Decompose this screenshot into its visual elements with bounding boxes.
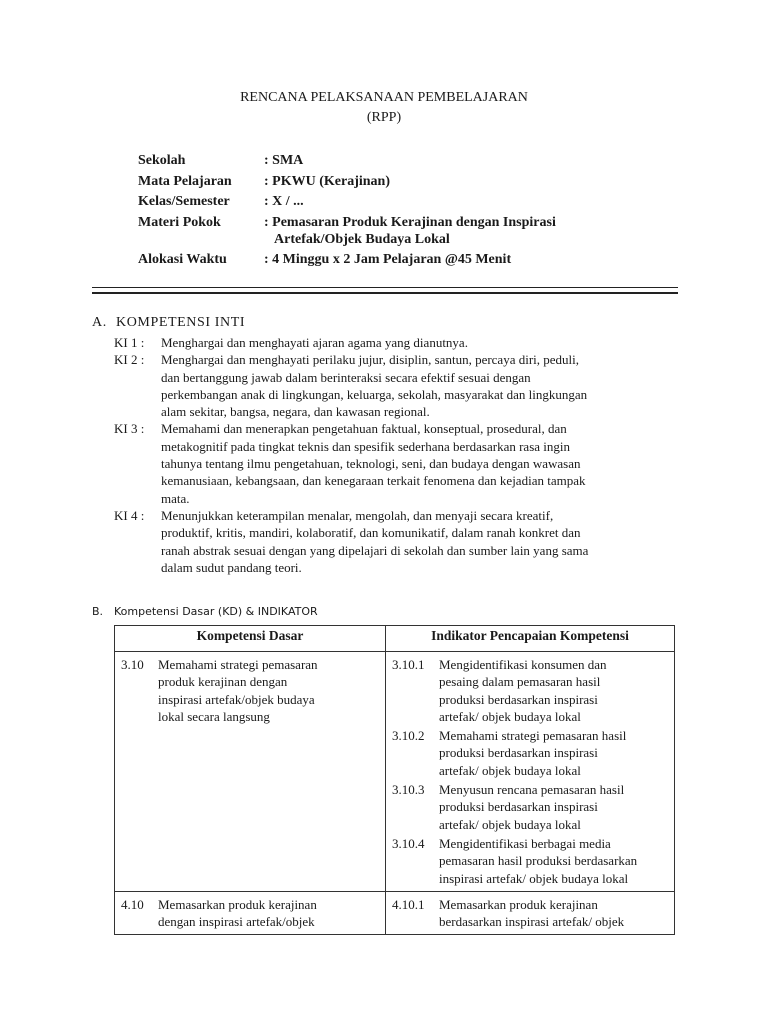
ki-text [161,507,676,576]
document-subtitle: (RPP) [366,110,402,125]
section-title: Kompetensi Dasar (KD) & INDIKATOR [114,605,318,618]
kompetensi-inti-list [114,334,676,576]
ki-item [114,507,676,576]
ki-line: perkembangan anak di lingkungan, keluarga, sekolah, masyarakat dan lingkungan [161,386,588,402]
kd-line: Memahami strategi pemasaran [158,657,318,672]
info-row-alokasi-waktu [138,251,658,268]
indicator-text [439,727,626,779]
indicator-line: pesaing dalam pemasaran hasil [439,674,601,690]
indicator-line: Memasarkan produk kerajinan [439,896,598,912]
info-label: Alokasi Waktu [138,252,227,267]
indicator-line: inspirasi artefak/ objek budaya lokal [439,870,629,886]
kd-line: produk kerajinan dengan [158,674,288,690]
indicator-item [392,727,668,779]
info-value: : PKWU (Kerajinan) [264,173,390,189]
indicator-text [439,835,637,887]
indicator-number: 4.10.1 [392,896,425,912]
info-row-mata-pelajaran [138,173,658,190]
indicator-number: 3.10.4 [392,835,425,851]
indicator-line: produksi berdasarkan inspirasi [439,799,598,815]
indicator-number: 3.10.2 [392,728,425,744]
ki-text [161,420,676,506]
indicator-text [439,896,624,931]
kd-indicator-table [114,625,675,935]
kd-text [158,656,318,725]
info-value: : SMA [264,153,304,168]
indicator-line: Memahami strategi pemasaran hasil [439,728,627,744]
document-title: RENCANA PELAKSANAAN PEMBELAJARAN [240,90,528,105]
ki-line: mata. [161,490,190,506]
section-a-heading [92,315,245,331]
indicator-line: artefak/ objek budaya lokal [439,816,581,832]
indicator-line: berdasarkan inspirasi artefak/ objek [439,914,625,930]
info-label: Sekolah [138,153,186,168]
info-label: Materi Pokok [138,214,221,230]
info-value-line: : Pemasaran Produk Kerajinan dengan Inspirasi [264,214,556,230]
identity-block [138,152,658,272]
info-row-kelas-semester [138,193,658,210]
section-title: KOMPETENSI INTI [116,315,246,330]
kd-line: lokal secara langsung [158,708,270,724]
ki-label: KI 4 : [114,507,145,523]
info-value-line: Artefak/Objek Budaya Lokal [274,231,450,247]
ki-label: KI 2 : [114,352,145,368]
ki-text [161,334,676,351]
divider-thick [92,292,678,294]
column-header: Indikator Pencapaian Kompetensi [386,626,675,652]
indicator-text [439,656,607,725]
indicator-line: artefak/ objek budaya lokal [439,708,581,724]
ki-line: Menunjukkan keterampilan menalar, mengolah, dan menyaji secara kreatif, [161,507,554,523]
ki-line: metakognitif pada tingkat teknis dan spesifik sederhana berdasarkan rasa ingin [161,438,571,454]
indicator-line: pemasaran hasil produksi berdasarkan [439,853,638,869]
indicator-cell [386,891,675,935]
indicator-item [392,656,668,725]
section-b-heading [92,605,318,618]
info-value: : 4 Minggu x 2 Jam Pelajaran @45 Menit [264,252,512,267]
indicator-text [439,781,624,833]
ki-line: Menghargai dan menghayati perilaku jujur, disiplin, santun, percaya diri, peduli, [161,352,580,368]
info-row-materi-pokok [138,214,658,248]
kd-text [158,896,317,931]
indicator-item [392,896,668,931]
ki-line: dan bertanggung jawab dalam berinteraksi secara efektif sesuai dengan [161,369,531,385]
indicator-item [392,835,668,887]
table-row [115,891,675,935]
ki-item [114,420,676,506]
section-letter: A. [92,315,107,330]
kd-cell [115,652,386,892]
indicator-number: 3.10.1 [392,657,425,672]
indicator-line: Menyusun rencana pemasaran hasil [439,782,625,798]
ki-line: ranah abstrak sesuai dengan yang dipelajari di sekolah dan sumber lain yang sama [161,542,589,558]
ki-line: produktif, kritis, mandiri, kolaboratif, dan komunikatif, dalam ranah konkret dan [161,525,581,541]
indicator-cell [386,652,675,892]
info-label: Mata Pelajaran [138,173,232,189]
ki-line: Memahami dan menerapkan pengetahuan faktual, konseptual, prosedural, dan [161,421,567,437]
kd-entry [121,896,379,931]
indicator-item [392,781,668,833]
kd-number: 4.10 [121,896,144,912]
ki-item [114,351,676,420]
indicator-line: Mengidentifikasi konsumen dan [439,657,607,672]
ki-label: KI 3 : [114,421,145,437]
divider-thin [92,287,678,288]
ki-label: KI 1 : [114,335,145,350]
section-letter: B. [92,605,104,618]
indicator-line: produksi berdasarkan inspirasi [439,745,598,761]
table-row [115,652,675,892]
ki-text [161,351,676,420]
kd-line: inspirasi artefak/objek budaya [158,691,315,707]
indicator-number: 3.10.3 [392,782,425,798]
ki-line: dalam sudut pandang teori. [161,559,302,575]
info-value: : X / ... [264,194,304,209]
ki-line: kemanusiaan, kebangsaan, dan kenegaraan terkait fenomena dan kejadian tampak [161,473,586,489]
ki-line: alam sekitar, bangsa, negara, dan kawasan regional. [161,404,430,420]
indicator-line: produksi berdasarkan inspirasi [439,691,598,707]
indicator-line: Mengidentifikasi berbagai media [439,835,611,851]
ki-line: Menghargai dan menghayati ajaran agama yang dianutnya. [161,335,468,350]
indicator-line: artefak/ objek budaya lokal [439,762,581,778]
kd-line: dengan inspirasi artefak/objek [158,914,315,930]
ki-line: tahunya tentang ilmu pengetahuan, teknologi, seni, dan budaya dengan wawasan [161,456,581,472]
column-header: Kompetensi Dasar [115,626,386,652]
kd-number: 3.10 [121,657,144,672]
info-row-sekolah [138,152,658,169]
table-header-row [115,626,675,652]
kd-line: Memasarkan produk kerajinan [158,896,317,912]
info-label: Kelas/Semester [138,194,230,209]
kd-cell [115,891,386,935]
info-value [264,214,658,248]
ki-item [114,334,676,351]
kd-entry [121,656,379,725]
